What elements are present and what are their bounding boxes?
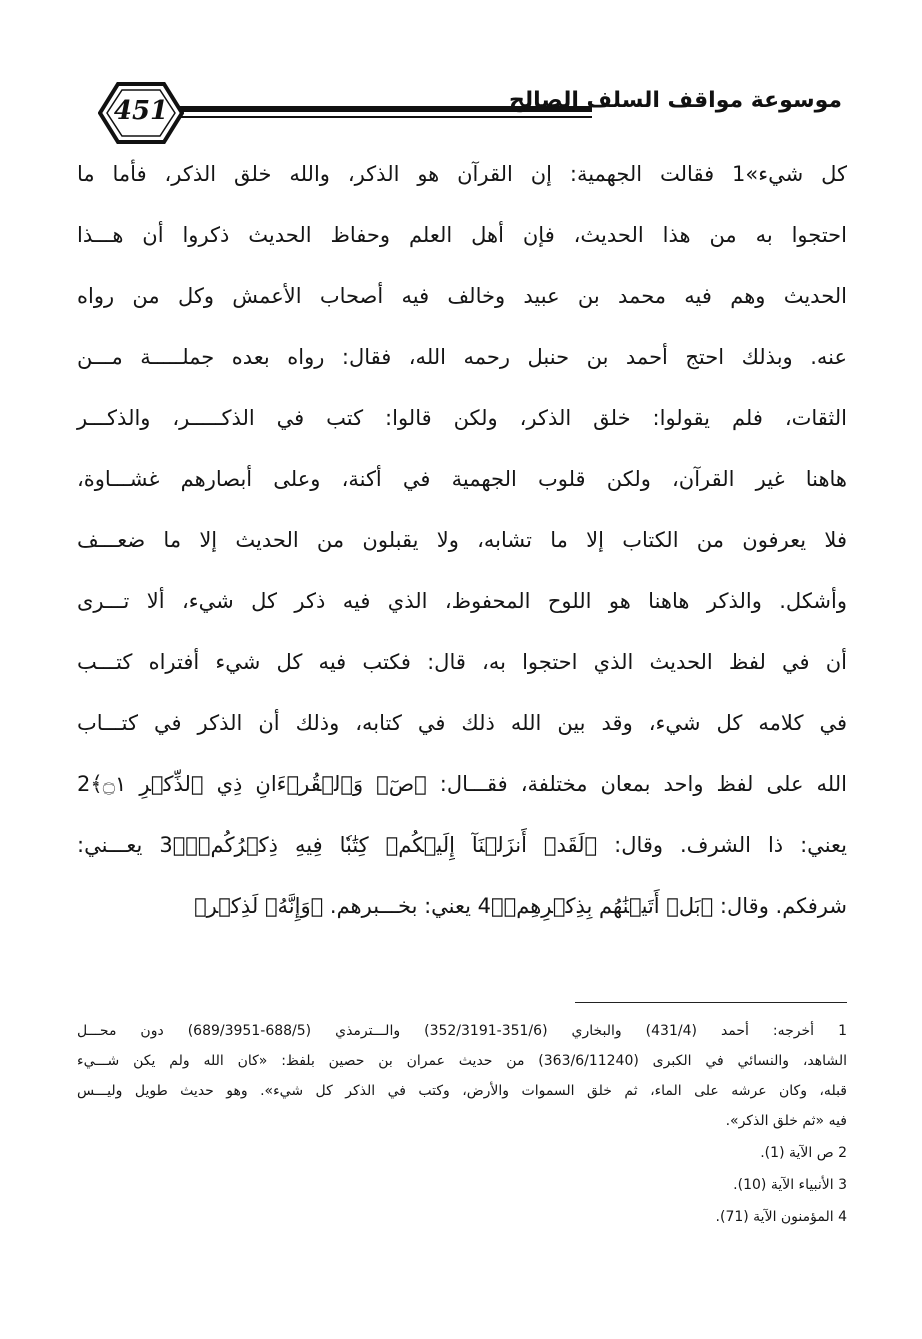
text-line: يعني: ذا الشرف. وقال: ﴿لَقَدۡ أَنزَلۡنَآ إِلَيۡكُمۡ كِتَٰبٗا فِيهِ ذِكۡرُكُمۡۚ﴾3 يعـــني: (77, 833, 848, 857)
text-line: في كلامه كل شيء، وقد بين الله ذلك في كتابه، وذلك أن الذكر في كتـــاب (77, 711, 847, 735)
text-line: وأشكل. والذكر هاهنا هو اللوح المحفوظ، الذي فيه ذكر كل شيء، ألا تـــرى (77, 589, 847, 613)
book-title: موسوعة مواقف السلف الصالح (509, 88, 842, 113)
footnote-line: 1 أخرجه: أحمد (431/4) والبخاري (351/6-352/3191) والـــترمذي (688/5-689/3951) دون محـــل (77, 1023, 847, 1039)
main-text (77, 146, 847, 939)
text-line: الله على لفظ واحد بمعان مختلفة، فقـــال: ﴿صٓۚ وَٱلۡقُرۡءَانِ ذِي ٱلذِّكۡرِ ۝١﴾2 (77, 772, 847, 796)
text-line: عنه. وبذلك احتج أحمد بن حنبل رحمه الله، فقال: رواه بعده جملـــــة مـــن (77, 345, 847, 369)
page-header (98, 80, 842, 146)
text-line: الحديث وهم فيه محمد بن عبيد وخالف فيه أصحاب الأعمش وكل من رواه (77, 284, 847, 308)
footnote-line: قبله، وكان عرشه على الماء، ثم خلق السموات والأرض، وكتب في الذكر كل شيء». وهو حديث طويل وليـــس (77, 1083, 847, 1099)
footnote-line: الشاهد، والنسائي في الكبرى (363/6/11240) من حديث عمران بن حصين بلفظ: «كان الله ولم يكن شـــيء (77, 1053, 847, 1069)
text-line: فلا يعرفون من الكتاب إلا ما تشابه، ولا يقبلون من الحديث إلا ما ضعـــف (77, 528, 847, 552)
text-line: شرفكم. وقال: ﴿بَلۡ أَتَيۡنَٰهُم بِذِكۡرِهِمۡ﴾4 يعني: بخـــبرهم. ﴿وَإِنَّهُۥ لَذِكۡرٞ (194, 894, 847, 918)
footnote-line: فيه «ثم خلق الذكر». (725, 1113, 847, 1129)
footnotes (77, 1016, 847, 1234)
footnote-item: 4 المؤمنون الآية (71). (715, 1209, 847, 1225)
text-line: كل شيء»1 فقالت الجهمية: إن القرآن هو الذكر، والله خلق الذكر، فأما ما (77, 162, 847, 186)
header-rule-thin (180, 116, 592, 118)
text-line: أن في لفظ الحديث الذي احتجوا به، قال: فكتب فيه كل شيء أفتراه كتـــب (77, 650, 847, 674)
page-number: 451 (113, 96, 169, 126)
footnote-item: 3 الأنبياء الآية (10). (733, 1177, 847, 1193)
page-number-badge (98, 80, 184, 146)
text-line: احتجوا به من هذا الحديث، فإن أهل العلم وحفاظ الحديث ذكروا أن هـــذا (77, 223, 847, 247)
footnote-item: 2 ص الآية (1). (760, 1145, 847, 1161)
text-line: الثقات، فلم يقولوا: خلق الذكر، ولكن قالوا: كتب في الذكـــــر، والذكـــر (77, 406, 847, 430)
footnote-divider (575, 1002, 847, 1003)
text-line: هاهنا غير القرآن، ولكن قلوب الجهمية في أكنة، وعلى أبصارهم غشـــاوة، (77, 467, 847, 491)
